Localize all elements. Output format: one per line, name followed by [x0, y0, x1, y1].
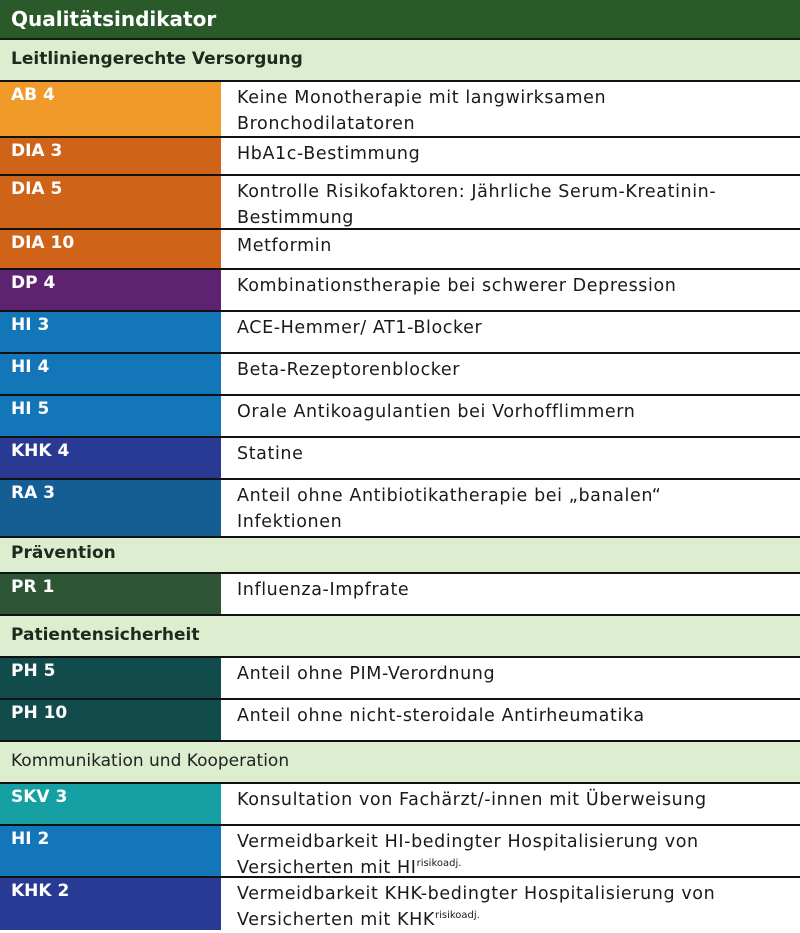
- indicator-code: DIA 3: [11, 141, 63, 161]
- table-row: [0, 82, 800, 138]
- table-row: [0, 784, 800, 826]
- indicator-code: DIA 5: [11, 179, 63, 199]
- indicator-code: KHK 4: [11, 441, 70, 461]
- indicator-code: KHK 2: [11, 881, 70, 901]
- indicator-description: ACE-Hemmer/ AT1-Blocker: [237, 318, 483, 338]
- indicator-description: Statine: [237, 444, 304, 464]
- indicator-description: Orale Antikoagulantien bei Vorhofflimmern: [237, 402, 636, 422]
- indicator-code: PH 10: [11, 703, 68, 723]
- table-row: [0, 480, 800, 538]
- risk-adjusted-superscript: risikoadj.: [434, 910, 480, 921]
- table-row: [0, 826, 800, 878]
- table-row: [0, 658, 800, 700]
- indicator-description: Anteil ohne Antibiotikatherapie bei „banalen“ Infektionen: [237, 486, 662, 532]
- indicator-code-cell: [0, 82, 221, 136]
- table-row: [0, 270, 800, 312]
- indicator-description: Vermeidbarkeit KHK-bedingter Hospitalisierung von Versicherten mit $KHK^{risikoadj.}$: [237, 884, 716, 930]
- indicator-code-cell: [0, 700, 221, 740]
- table-row: [0, 574, 800, 616]
- section-patientensicherheit: [0, 616, 800, 658]
- table-row: [0, 438, 800, 480]
- indicator-description: Metformin: [237, 236, 332, 256]
- table-row: [0, 312, 800, 354]
- table-row: [0, 138, 800, 176]
- indicator-code: DP 4: [11, 273, 56, 293]
- section-kommunikation-und-kooperation: [0, 742, 800, 784]
- section-label: Patientensicherheit: [11, 625, 200, 645]
- risk-adjusted-superscript: risikoadj.: [416, 858, 462, 869]
- indicator-code-cell: [0, 138, 221, 174]
- table-row: [0, 396, 800, 438]
- table-row: [0, 878, 800, 930]
- indicator-code-cell: [0, 354, 221, 394]
- table-title: Qualitätsindikator: [11, 7, 217, 31]
- table-row: [0, 176, 800, 230]
- indicator-description: Beta-Rezeptorenblocker: [237, 360, 461, 380]
- indicator-code-cell: [0, 826, 221, 876]
- indicator-code-cell: [0, 176, 221, 228]
- table-row: [0, 230, 800, 270]
- indicator-code: AB 4: [11, 85, 55, 105]
- indicator-code: DIA 10: [11, 233, 75, 253]
- indicator-code-cell: [0, 480, 221, 536]
- indicator-code-cell: [0, 230, 221, 268]
- table-row: [0, 700, 800, 742]
- indicator-code: RA 3: [11, 483, 55, 503]
- indicator-code: HI 5: [11, 399, 50, 419]
- indicator-code-cell: [0, 438, 221, 478]
- section-praevention: [0, 538, 800, 574]
- indicator-description: Anteil ohne PIM-Verordnung: [237, 664, 496, 684]
- indicator-code-cell: [0, 396, 221, 436]
- indicator-code-cell: [0, 574, 221, 614]
- indicator-description: Konsultation von Fachärzt/-innen mit Überweisung: [237, 790, 707, 810]
- table-header: [0, 0, 800, 40]
- indicator-code: HI 3: [11, 315, 50, 335]
- indicator-description: Kombinationstherapie bei schwerer Depression: [237, 276, 677, 296]
- indicator-description: Anteil ohne nicht-steroidale Antirheumatika: [237, 706, 645, 726]
- section-label: Kommunikation und Kooperation: [11, 751, 290, 771]
- indicator-code-cell: [0, 312, 221, 352]
- indicator-description: Influenza-Impfrate: [237, 580, 410, 600]
- indicator-description: HbA1c-Bestimmung: [237, 144, 421, 164]
- indicator-code-cell: [0, 784, 221, 824]
- indicator-code: SKV 3: [11, 787, 68, 807]
- indicator-code: HI 4: [11, 357, 50, 377]
- indicator-description: Keine Monotherapie mit langwirksamen Bronchodilatatoren: [237, 88, 607, 134]
- table-row: [0, 354, 800, 396]
- section-leitliniengerechte-versorgung: [0, 40, 800, 82]
- section-label: Prävention: [11, 543, 116, 563]
- indicator-code: PH 5: [11, 661, 56, 681]
- indicator-code-cell: [0, 270, 221, 310]
- section-label: Leitliniengerechte Versorgung: [11, 49, 303, 69]
- indicator-code: PR 1: [11, 577, 55, 597]
- indicator-code-cell: [0, 878, 221, 930]
- indicator-description: Vermeidbarkeit HI-bedingter Hospitalisierung von Versicherten mit $HI^{risikoadj.}$: [237, 832, 699, 878]
- indicator-code-cell: [0, 658, 221, 698]
- indicator-code: HI 2: [11, 829, 50, 849]
- indicator-description: Kontrolle Risikofaktoren: Jährliche Serum-Kreatinin- Bestimmung: [237, 182, 717, 228]
